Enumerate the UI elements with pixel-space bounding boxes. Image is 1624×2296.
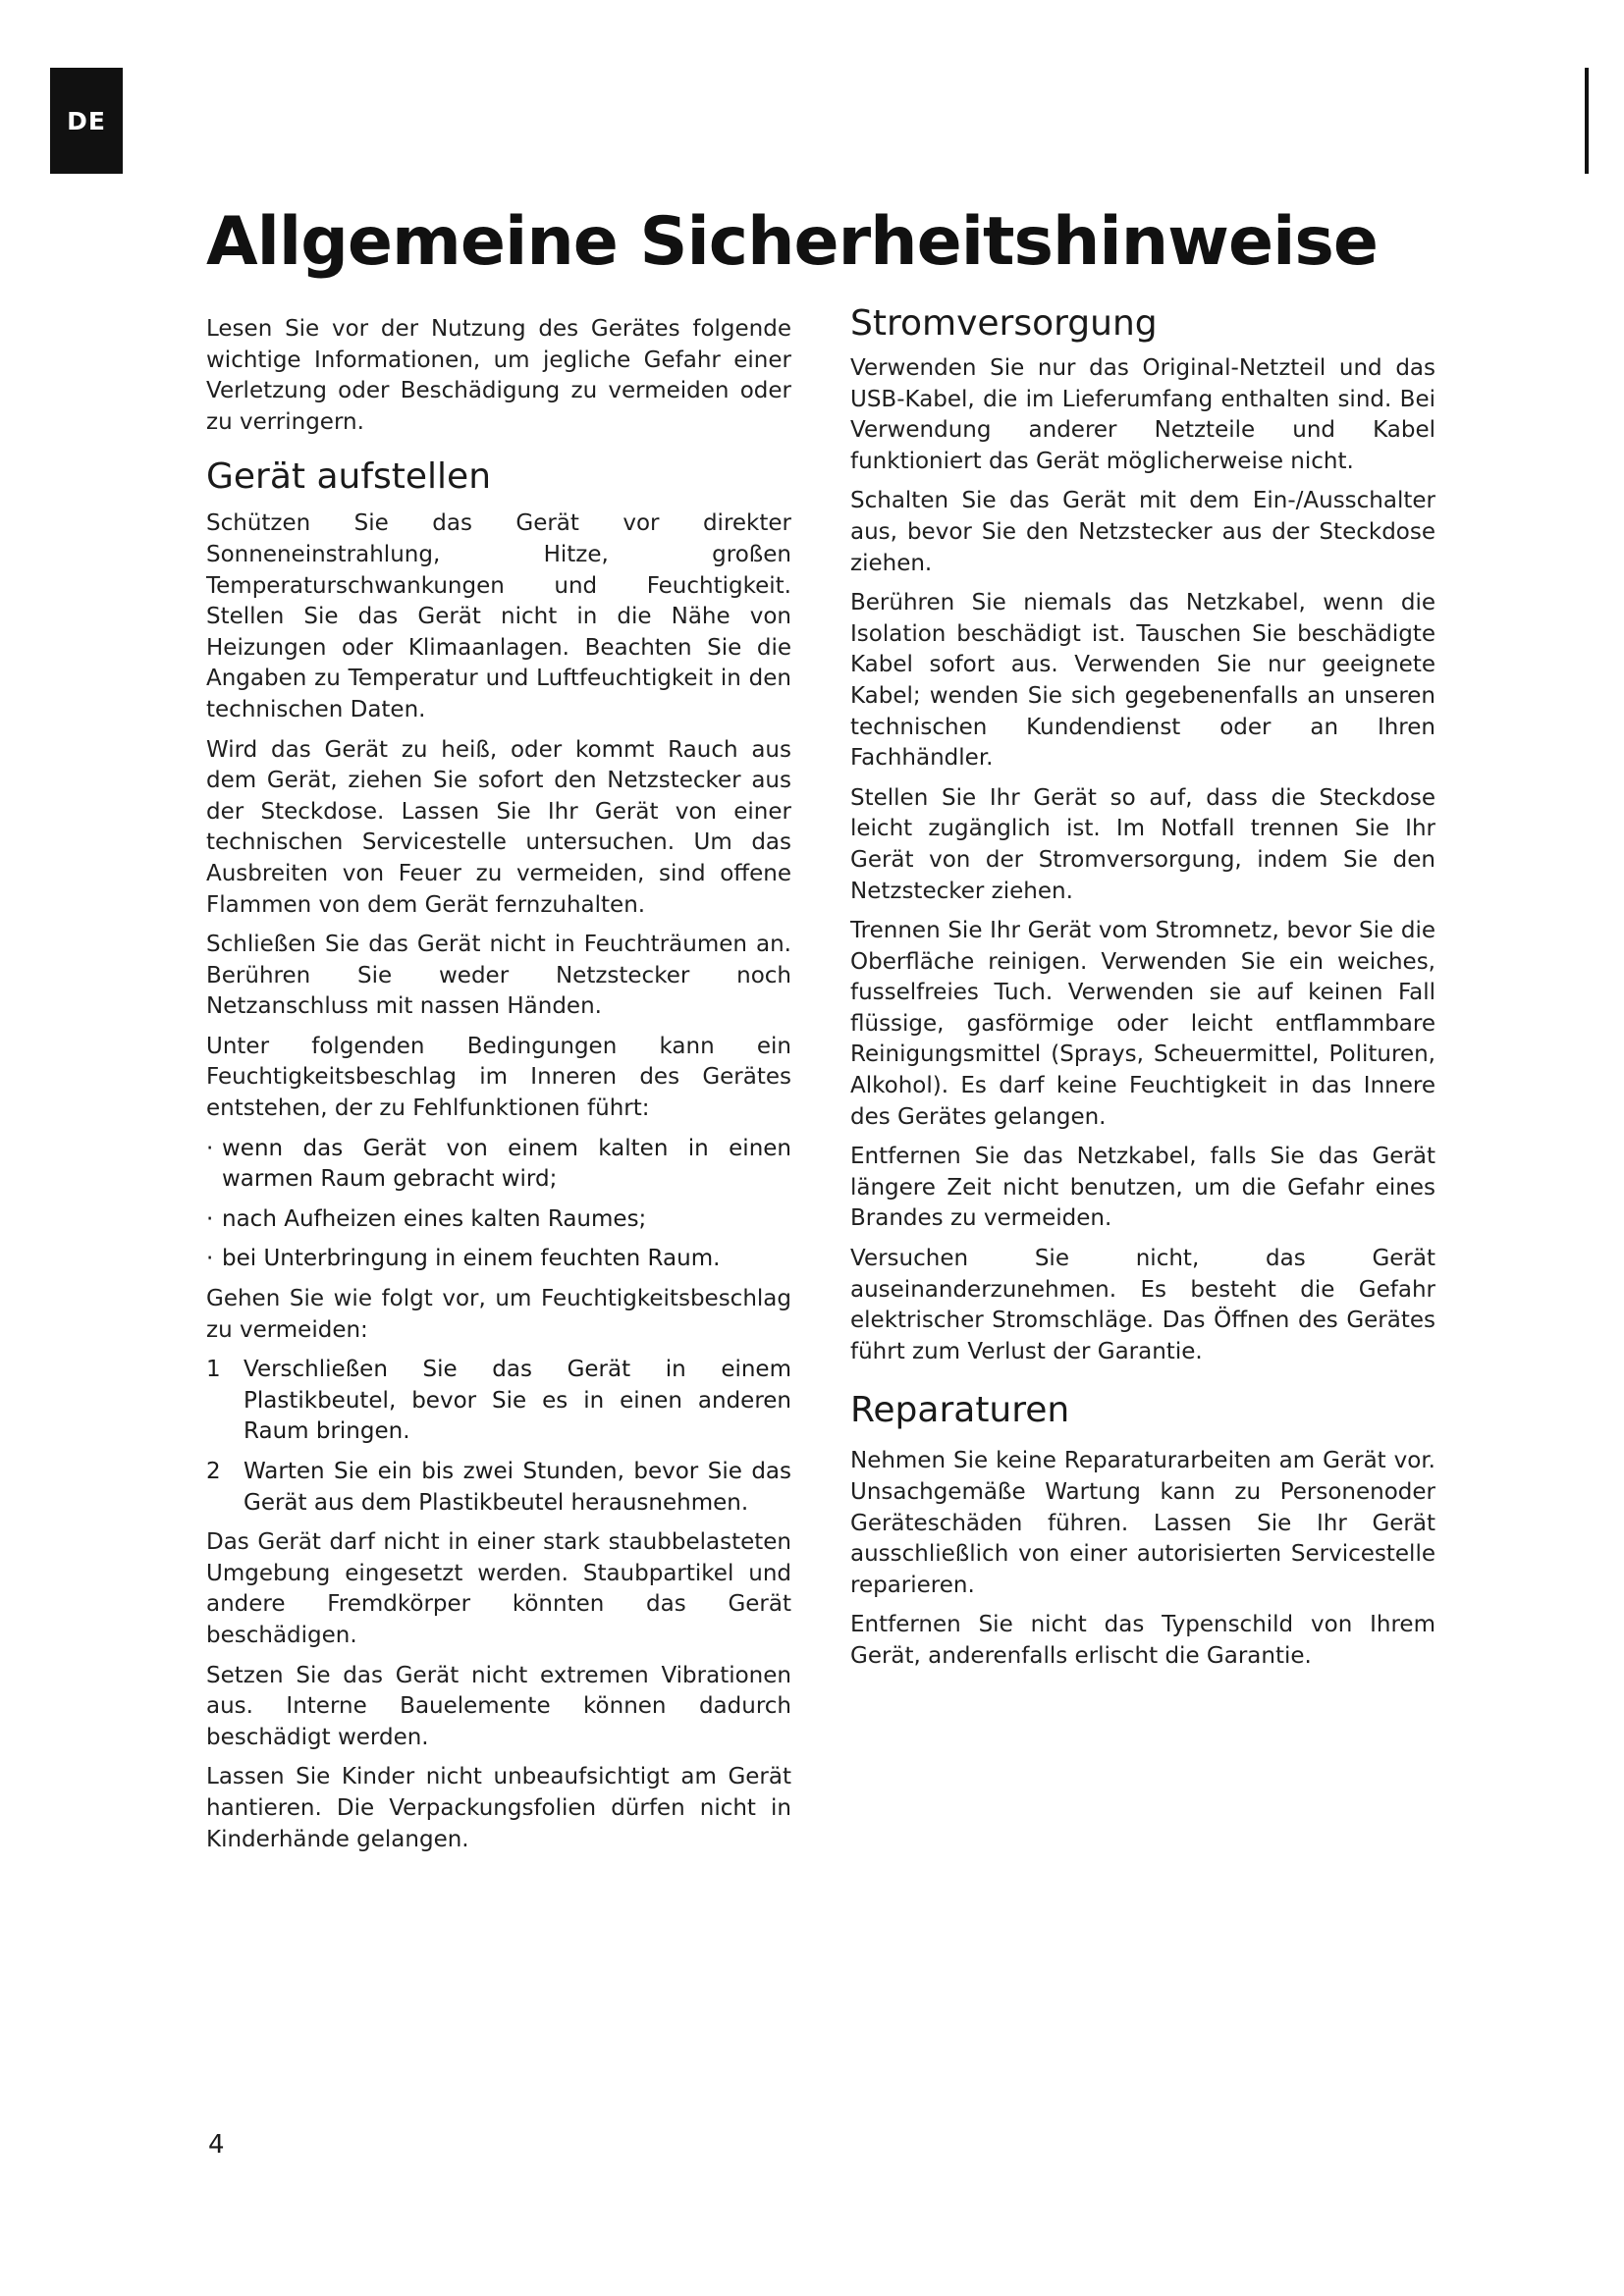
bullet-mark: · xyxy=(206,1246,214,1272)
list-item-text: wenn das Gerät von einem kalten in einen warmen Raum gebracht wird; xyxy=(222,1135,791,1193)
list-item-text: bei Unterbringung in einem feuchten Raum. xyxy=(222,1246,721,1272)
paragraph: Nehmen Sie keine Reparaturarbeiten am Gerät vor. Unsachgemäße Wartung kann zu Personenoder Geräteschäden führen. Lassen Sie Ihr Gerät ausschließlich von einer autorisierten Servicestelle reparieren. xyxy=(850,1448,1435,1598)
paragraph: Wird das Gerät zu heiß, oder kommt Rauch aus dem Gerät, ziehen Sie sofort den Netzstecker aus der Steckdose. Lassen Sie Ihr Gerät von einer technischen Servicestelle untersuchen. Um das Ausbreiten von Feuer zu vermeiden, sind offene Flammen von dem Gerät fernzuhalten. xyxy=(206,736,791,918)
right-column xyxy=(850,302,1435,1682)
paragraph: Entfernen Sie das Netzkabel, falls Sie das Gerät längere Zeit nicht benutzen, um die Gefahr eines Brandes zu vermeiden. xyxy=(850,1144,1435,1232)
section-heading-power: Stromversorgung xyxy=(850,303,1158,344)
paragraph: Lassen Sie Kinder nicht unbeaufsichtigt am Gerät hantieren. Die Verpackungsfolien dürfen nicht in Kinderhände gelangen. xyxy=(206,1764,791,1852)
section-heading-setup: Gerät aufstellen xyxy=(206,456,492,498)
edge-marker xyxy=(1585,68,1589,174)
paragraph: Gehen Sie wie folgt vor, um Feuchtigkeitsbeschlag zu vermeiden: xyxy=(206,1286,791,1343)
intro-paragraph: Lesen Sie vor der Nutzung des Gerätes folgende wichtige Informationen, um jegliche Gefahr einer Verletzung oder Beschädigung zu vermeiden oder zu verringern. xyxy=(206,316,791,435)
step-text: Verschließen Sie das Gerät in einem Plastikbeutel, bevor Sie es in einen anderen Raum bringen. xyxy=(244,1357,791,1445)
paragraph: Verwenden Sie nur das Original-Netzteil und das USB-Kabel, die im Lieferumfang enthalten sind. Bei Verwendung anderer Netzteile und Kabel funktioniert das Gerät möglicherweise nicht. xyxy=(850,355,1435,474)
paragraph: Versuchen Sie nicht, das Gerät auseinanderzunehmen. Es besteht die Gefahr elektrischer Stromschläge. Das Öffnen des Gerätes führt zum Verlust der Garantie. xyxy=(850,1246,1435,1364)
paragraph: Schalten Sie das Gerät mit dem Ein-/Ausschalter aus, bevor Sie den Netzstecker aus der Steckdose ziehen. xyxy=(850,488,1435,576)
paragraph: Unter folgenden Bedingungen kann ein Feuchtigkeitsbeschlag im Inneren des Gerätes entstehen, der zu Fehlfunktionen führt: xyxy=(206,1033,791,1122)
paragraph: Trennen Sie Ihr Gerät vom Stromnetz, bevor Sie die Oberfläche reinigen. Verwenden Sie ein weiches, fusselfreies Tuch. Verwenden sie auf keinen Fall flüssige, gasförmige oder leicht entflammbare Reinigungsmittel (Sprays, Scheuermittel, Polituren, Alkohol). Es darf keine Feuchtigkeit in das Innere des Gerätes gelangen. xyxy=(850,918,1435,1130)
page-number: 4 xyxy=(208,2130,225,2160)
paragraph: Schützen Sie das Gerät vor direkter Sonneneinstrahlung, Hitze, großen Temperaturschwankungen und Feuchtigkeit. Stellen Sie das Gerät nicht in die Nähe von Heizungen oder Klimaanlagen. Beachten Sie die Angaben zu Temperatur und Luftfeuchtigkeit in den technischen Daten. xyxy=(206,510,791,722)
list-item xyxy=(206,1244,791,1275)
step-text: Warten Sie ein bis zwei Stunden, bevor Sie das Gerät aus dem Plastikbeutel herausnehmen. xyxy=(244,1459,791,1516)
paragraph: Entfernen Sie nicht das Typenschild von Ihrem Gerät, anderenfalls erlischt die Garantie. xyxy=(850,1612,1435,1669)
numbered-step xyxy=(206,1457,791,1519)
list-item xyxy=(206,1134,791,1196)
paragraph: Das Gerät darf nicht in einer stark staubbelasteten Umgebung eingesetzt werden. Staubpartikel und andere Fremdkörper könnten das Gerät beschädigen. xyxy=(206,1529,791,1648)
paragraph: Schließen Sie das Gerät nicht in Feuchträumen an. Berühren Sie weder Netzstecker noch Netzanschluss mit nassen Händen. xyxy=(206,932,791,1020)
language-tab: DE xyxy=(50,68,123,174)
step-number: 2 xyxy=(206,1459,221,1484)
section-heading-repairs: Reparaturen xyxy=(850,1390,1070,1431)
paragraph: Stellen Sie Ihr Gerät so auf, dass die Steckdose leicht zugänglich ist. Im Notfall trennen Sie Ihr Gerät von der Stromversorgung, indem Sie den Netzstecker ziehen. xyxy=(850,784,1435,904)
paragraph: Berühren Sie niemals das Netzkabel, wenn die Isolation beschädigt ist. Tauschen Sie beschädigte Kabel sofort aus. Verwenden Sie nur geeignete Kabel; wenden Sie sich gegebenenfalls an unseren technischen Kundendienst oder an Ihren Fachhändler. xyxy=(850,590,1435,772)
bullet-mark: · xyxy=(206,1205,214,1232)
bullet-mark: · xyxy=(206,1135,214,1161)
step-number: 1 xyxy=(206,1357,221,1383)
list-item-text: nach Aufheizen eines kalten Raumes; xyxy=(222,1205,647,1232)
paragraph: Setzen Sie das Gerät nicht extremen Vibrationen aus. Interne Bauelemente können dadurch beschädigt werden. xyxy=(206,1662,791,1750)
left-column xyxy=(206,314,791,1864)
page-title: Allgemeine Sicherheitshinweise xyxy=(206,203,1378,281)
numbered-step xyxy=(206,1355,791,1448)
list-item xyxy=(206,1204,791,1236)
